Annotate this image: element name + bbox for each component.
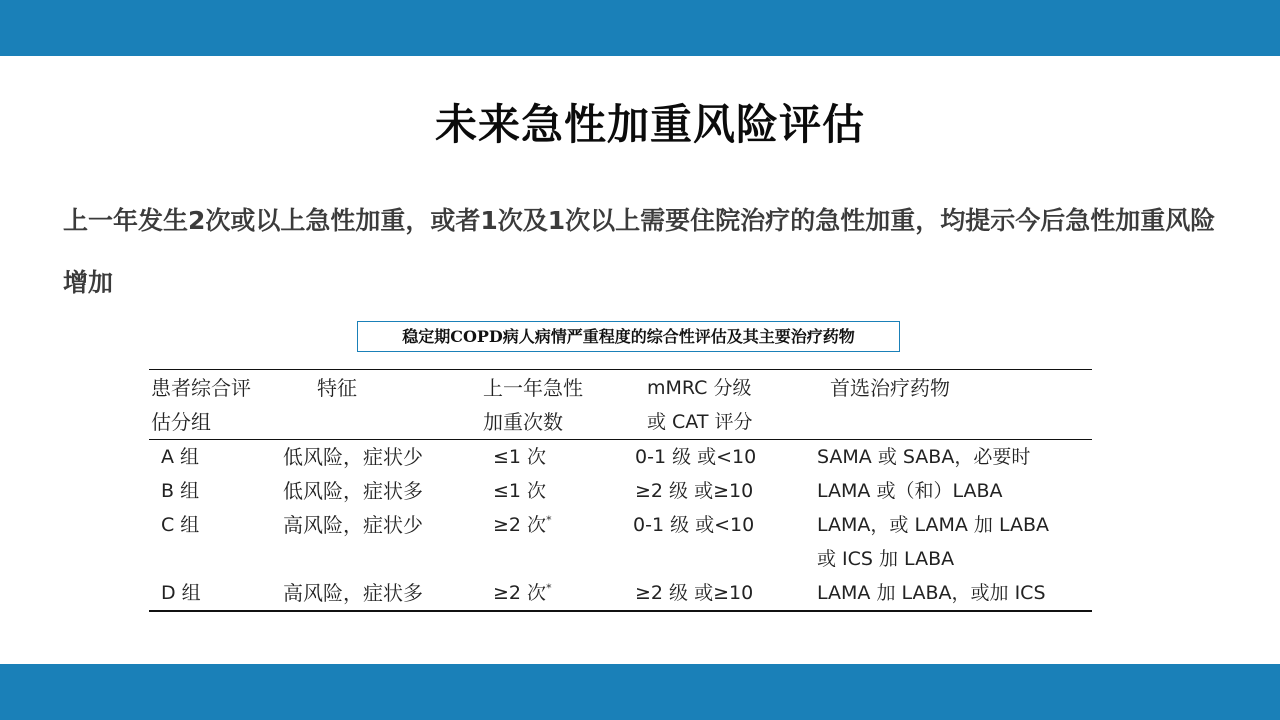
header-group-line2: 估分组 [151, 410, 211, 434]
row-c-exacerbations [493, 508, 552, 542]
row-b-mmrc: ≥2 级 或≥10 [635, 480, 754, 502]
row-a-group: A 组 [161, 446, 200, 468]
header-exacerbation-line1: 上一年急性 [483, 376, 583, 400]
header-features: 特征 [317, 376, 357, 400]
header-drug: 首选治疗药物 [830, 376, 950, 400]
row-c-features: 高风险，症状少 [283, 513, 423, 537]
row-d-features: 高风险，症状多 [283, 581, 423, 605]
row-c-mmrc: 0-1 级 或<10 [633, 514, 755, 536]
slide-title: 未来急性加重风险评估 [434, 100, 865, 149]
row-c-exacerbations-text: ≥2 次 [493, 514, 547, 536]
header-group-line1: 患者综合评 [151, 376, 251, 400]
row-d-footnote-mark: * [546, 581, 552, 595]
top-banner [0, 0, 1280, 56]
row-d-group: D 组 [161, 582, 201, 604]
table-caption: 稳定期COPD病人病情严重程度的综合性评估及其主要治疗药物 [357, 321, 900, 352]
row-b-exacerbations: ≤1 次 [493, 480, 547, 502]
table-top-rule [149, 369, 1092, 370]
row-b-group: B 组 [161, 480, 200, 502]
row-b-drug: LAMA 或（和）LABA [817, 480, 1003, 502]
bottom-banner [0, 664, 1280, 720]
header-mmrc-line1: mMRC 分级 [647, 377, 752, 399]
header-mmrc-line2: 或 CAT 评分 [647, 411, 753, 433]
row-d-drug: LAMA 加 LABA，或加 ICS [817, 582, 1046, 604]
row-a-exacerbations: ≤1 次 [493, 446, 547, 468]
row-a-features: 低风险，症状少 [283, 445, 423, 469]
row-c-drug: LAMA，或 LAMA 加 LABA [817, 514, 1049, 536]
row-d-mmrc: ≥2 级 或≥10 [635, 582, 754, 604]
row-c-drug-line2: 或 ICS 加 LABA [817, 548, 955, 570]
assessment-table [149, 369, 1092, 612]
row-c-footnote-mark: * [546, 513, 552, 527]
header-exacerbation-line2: 加重次数 [483, 410, 563, 434]
slide-subtitle: 上一年发生2次或以上急性加重，或者1次及1次以上需要住院治疗的急性加重，均提示今后急性加重风险增加 [63, 206, 1216, 297]
row-c-group: C 组 [161, 514, 200, 536]
row-d-exacerbations-text: ≥2 次 [493, 582, 547, 604]
row-a-mmrc: 0-1 级 或<10 [635, 446, 757, 468]
row-a-drug: SAMA 或 SABA，必要时 [817, 446, 1031, 468]
row-d-exacerbations [493, 576, 552, 610]
table-bottom-rule [149, 610, 1092, 612]
row-b-features: 低风险，症状多 [283, 479, 423, 503]
